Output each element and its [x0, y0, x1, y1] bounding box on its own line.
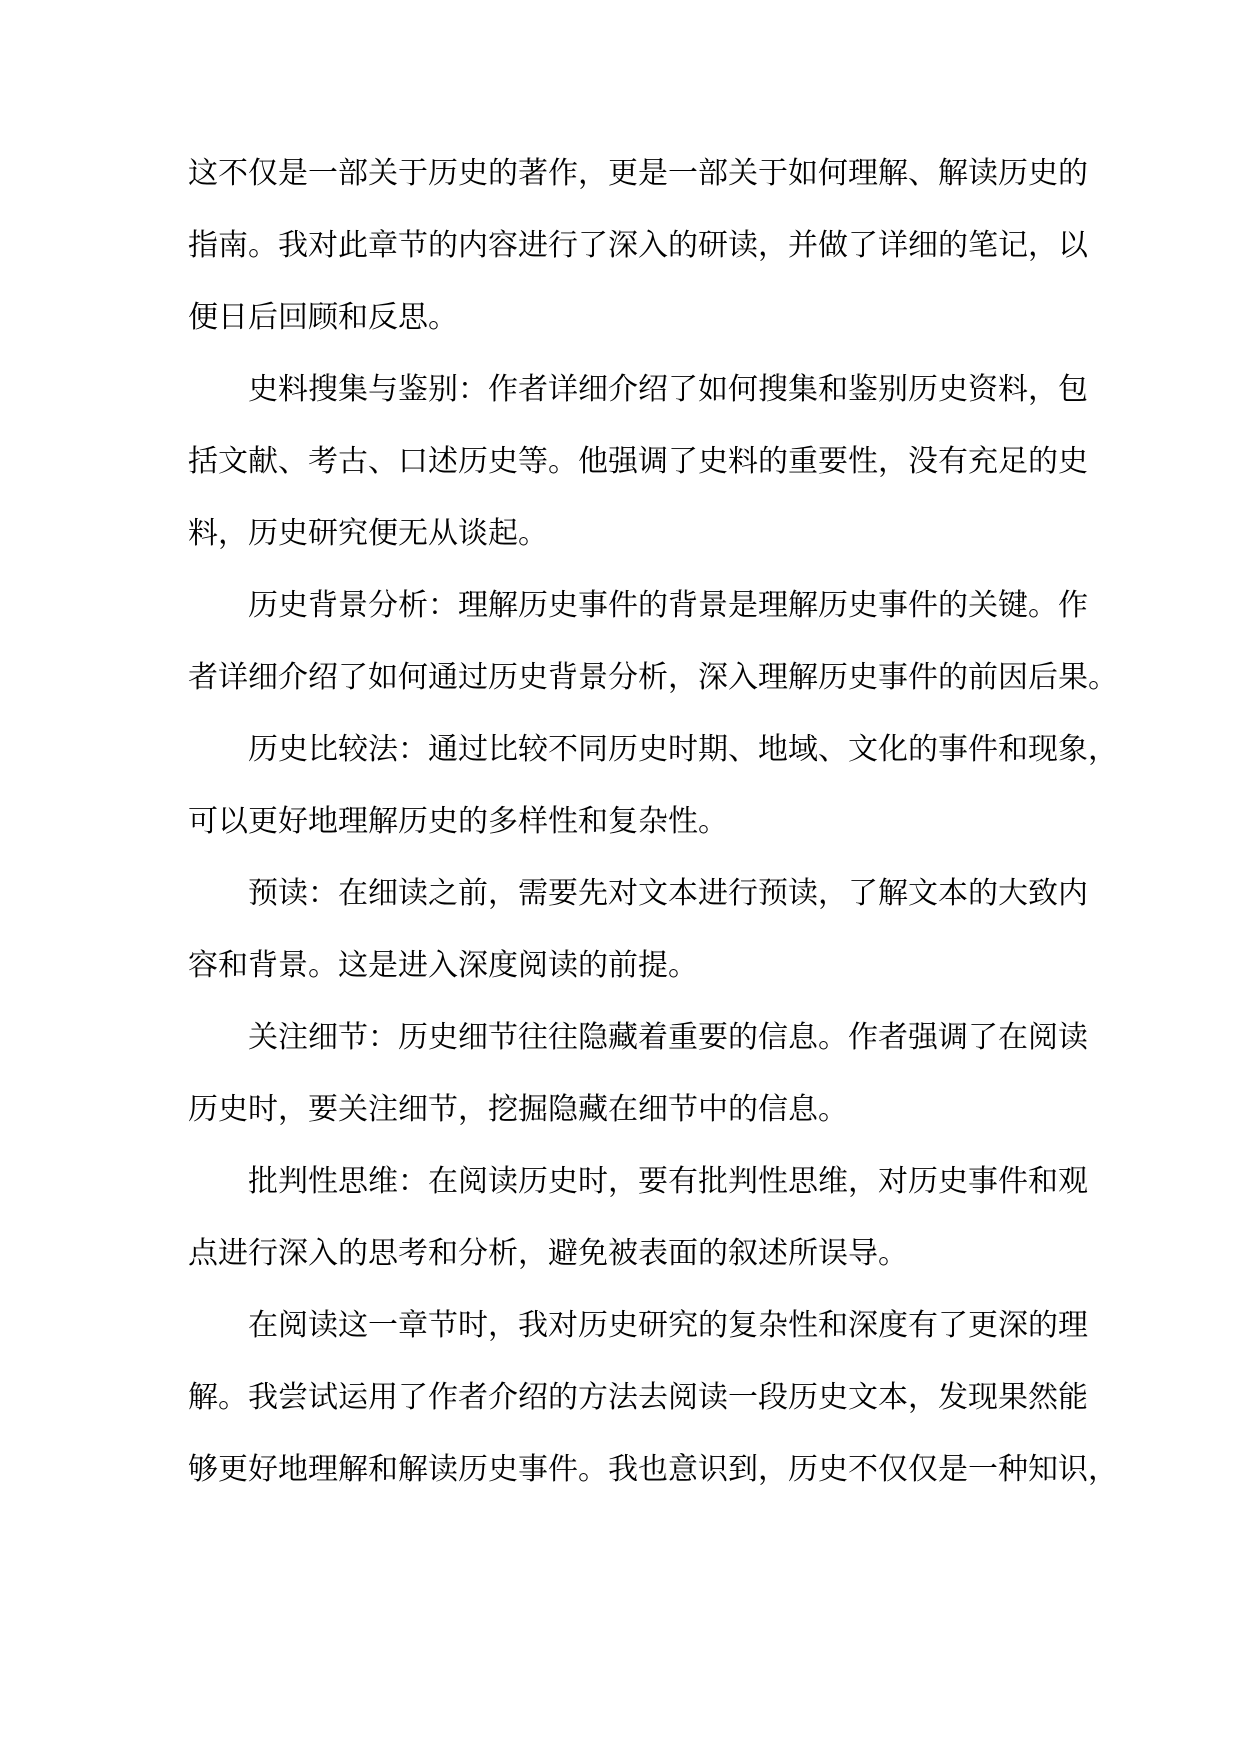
text-line: 批判性思维：在阅读历史时，要有批判性思维，对历史事件和观	[248, 1164, 1088, 1199]
text-line: 够更好地理解和解读历史事件。我也意识到，历史不仅仅是一种知识，	[188, 1452, 1118, 1487]
body-text	[188, 138, 1118, 1506]
text-line: 解。我尝试运用了作者介绍的方法去阅读一段历史文本，发现果然能	[188, 1380, 1088, 1415]
text-line: 这不仅是一部关于历史的著作，更是一部关于如何理解、解读历史的	[188, 156, 1088, 191]
text-line: 者详细介绍了如何通过历史背景分析，深入理解历史事件的前因后果。	[188, 660, 1118, 695]
text-line: 料，历史研究便无从谈起。	[188, 516, 548, 551]
text-line: 点进行深入的思考和分析，避免被表面的叙述所误导。	[188, 1236, 908, 1271]
text-line: 史料搜集与鉴别：作者详细介绍了如何搜集和鉴别历史资料，包	[248, 372, 1088, 407]
text-line: 容和背景。这是进入深度阅读的前提。	[188, 948, 698, 983]
text-line: 历史背景分析：理解历史事件的背景是理解历史事件的关键。作	[248, 588, 1088, 623]
text-line: 在阅读这一章节时，我对历史研究的复杂性和深度有了更深的理	[248, 1308, 1088, 1343]
text-line: 便日后回顾和反思。	[188, 300, 458, 335]
text-line: 可以更好地理解历史的多样性和复杂性。	[188, 804, 728, 839]
text-line: 括文献、考古、口述历史等。他强调了史料的重要性，没有充足的史	[188, 444, 1088, 479]
text-line: 指南。我对此章节的内容进行了深入的研读，并做了详细的笔记，以	[188, 228, 1088, 263]
text-line: 关注细节：历史细节往往隐藏着重要的信息。作者强调了在阅读	[248, 1020, 1088, 1055]
text-line: 预读：在细读之前，需要先对文本进行预读，了解文本的大致内	[248, 876, 1088, 911]
text-line: 历史时，要关注细节，挖掘隐藏在细节中的信息。	[188, 1092, 848, 1127]
text-line: 历史比较法：通过比较不同历史时期、地域、文化的事件和现象，	[248, 732, 1118, 767]
